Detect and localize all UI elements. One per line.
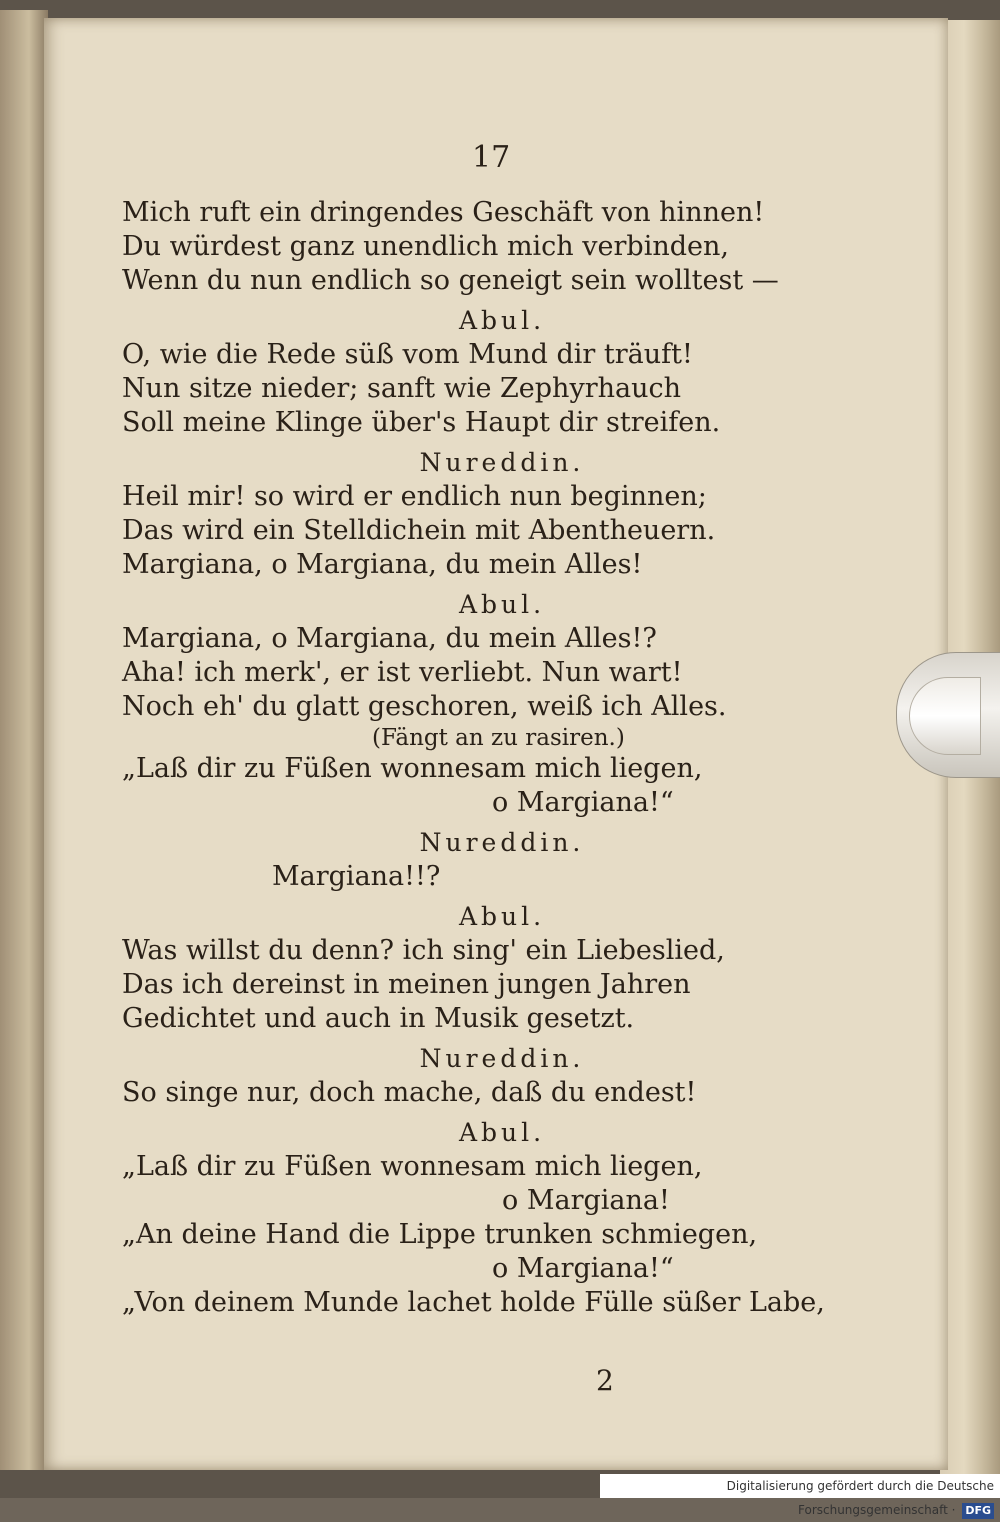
funding-footer [600, 1474, 1000, 1517]
verse-line: „Von deinem Munde lachet holde Fülle süßer Labe, [122, 1287, 825, 1318]
speaker-name: Nureddin. [419, 448, 585, 477]
verse-line: Heil mir! so wird er endlich nun beginnen; [122, 481, 707, 512]
stage-direction: (Fängt an zu rasiren.) [372, 725, 625, 751]
signature-mark: 2 [596, 1364, 614, 1397]
page-number: 17 [472, 140, 511, 175]
footer-separator: · [951, 1503, 956, 1517]
verse-line: Nun sitze nieder; sanft wie Zephyrhauch [122, 373, 681, 404]
speaker-name: Abul. [458, 1118, 546, 1147]
verse-line: Soll meine Klinge über's Haupt dir streifen. [122, 407, 721, 438]
verse-line: Margiana, o Margiana, du mein Alles!? [122, 623, 657, 654]
speaker-name: Nureddin. [419, 1044, 585, 1073]
exclamation-line: Margiana!!? [272, 861, 441, 892]
refrain-line: o Margiana!“ [492, 1253, 674, 1284]
verse-line: Was willst du denn? ich sing' ein Liebeslied, [122, 935, 725, 966]
verse-line: „Laß dir zu Füßen wonnesam mich liegen, [122, 1151, 703, 1182]
verse-line: „An deine Hand die Lippe trunken schmiegen, [122, 1219, 758, 1250]
speaker-name: Abul. [458, 902, 546, 931]
refrain-line: o Margiana!“ [492, 787, 674, 818]
verse-line: Margiana, o Margiana, du mein Alles! [122, 549, 643, 580]
verse-line: Aha! ich merk', er ist verliebt. Nun wart! [122, 657, 683, 688]
speaker-name: Abul. [458, 590, 546, 619]
speaker-name: Nureddin. [419, 828, 585, 857]
book-clip-inner [909, 677, 981, 755]
verse-line: Noch eh' du glatt geschoren, weiß ich Alles. [122, 691, 727, 722]
drama-text [122, 196, 842, 1320]
verse-line: O, wie die Rede süß vom Mund dir träuft! [122, 339, 693, 370]
verse-line: Wenn du nun endlich so geneigt sein wolltest — [122, 265, 779, 296]
verse-line: Das ich dereinst in meinen jungen Jahren [122, 969, 691, 1000]
verse-line: Du würdest ganz unendlich mich verbinden, [122, 231, 729, 262]
verse-line: Das wird ein Stelldichein mit Abentheuern. [122, 515, 716, 546]
verse-line: Gedichtet und auch in Musik gesetzt. [122, 1003, 635, 1034]
verse-line: „Laß dir zu Füßen wonnesam mich liegen, [122, 753, 703, 784]
verse-line: So singe nur, doch mache, daß du endest! [122, 1077, 697, 1108]
facing-page-edge [0, 10, 48, 1470]
dfg-logo-icon: DFG [962, 1503, 994, 1519]
book-clip [896, 652, 1000, 778]
verse-line: Mich ruft ein dringendes Geschäft von hinnen! [122, 197, 765, 228]
footer-text: Digitalisierung gefördert durch die Deutsche Forschungsgemeinschaft [726, 1479, 994, 1517]
refrain-line: o Margiana! [502, 1185, 670, 1216]
speaker-name: Abul. [458, 306, 546, 335]
